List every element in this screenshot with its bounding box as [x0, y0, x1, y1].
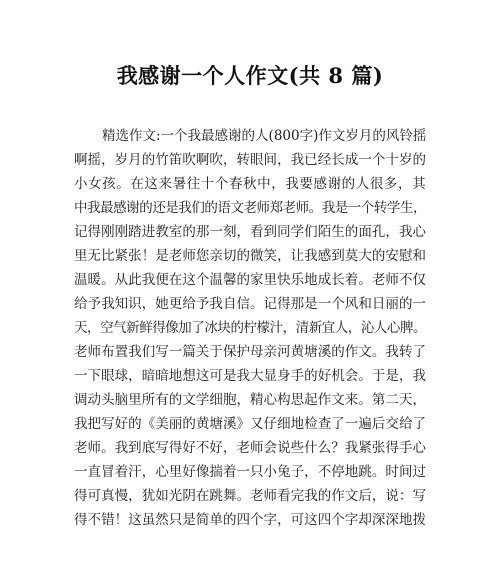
text-line: 小女孩。在这来暑往十个春秋中，我要感谢的人很多，其	[74, 176, 426, 192]
text-line: 记得刚刚踏进教室的那一刻，看到同学们陌生的面孔，我心	[74, 224, 426, 240]
essay-body	[74, 124, 426, 532]
text-line: 中我最感谢的还是我们的语文老师郑老师。我是一个转学生，	[74, 200, 426, 216]
text-line: 一下眼球，暗暗地想这可是我大显身手的好机会。于是，我	[74, 368, 426, 384]
text-line: 得可真慢，犹如光阴在跳舞。老师看完我的作文后，说：写	[74, 488, 426, 504]
text-line: 得不错！这虽然只是简单的四个字，可这四个字却深深地拨	[74, 512, 426, 528]
text-line: 给予我知识，她更给予我自信。记得那是一个风和日丽的一	[74, 296, 426, 312]
text-line: 温暖。从此我便在这个温馨的家里快乐地成长着。老师不仅	[74, 272, 426, 288]
text-line: 天，空气新鲜得像加了冰块的柠檬汁，清新宜人，沁人心脾。	[74, 320, 426, 336]
text-line: 一直冒着汗，心里好像揣着一只小兔子，不停地跳。时间过	[74, 464, 426, 480]
text-line: 啊摇，岁月的竹笛吹啊吹，转眼间，我已经长成一个十岁的	[74, 152, 426, 168]
text-line: 老师布置我们写一篇关于保护母亲河黄塘溪的作文。我转了	[74, 344, 426, 360]
text-line: 调动头脑里所有的文学细胞，精心构思起作文来。第二天，	[74, 392, 426, 408]
text-line: 老师。我到底写得好不好，老师会说些什么？我紧张得手心	[74, 440, 426, 456]
text-line: 精选作文:一个我最感谢的人(800字)作文岁月的风铃摇	[102, 128, 427, 144]
text-line: 里无比紧张！是老师您亲切的微笑，让我感到莫大的安慰和	[74, 248, 426, 264]
document-title: 我感谢一个人作文(共 8 篇)	[116, 63, 384, 88]
text-line: 我把写好的《美丽的黄塘溪》又仔细地检查了一遍后交给了	[74, 416, 426, 432]
